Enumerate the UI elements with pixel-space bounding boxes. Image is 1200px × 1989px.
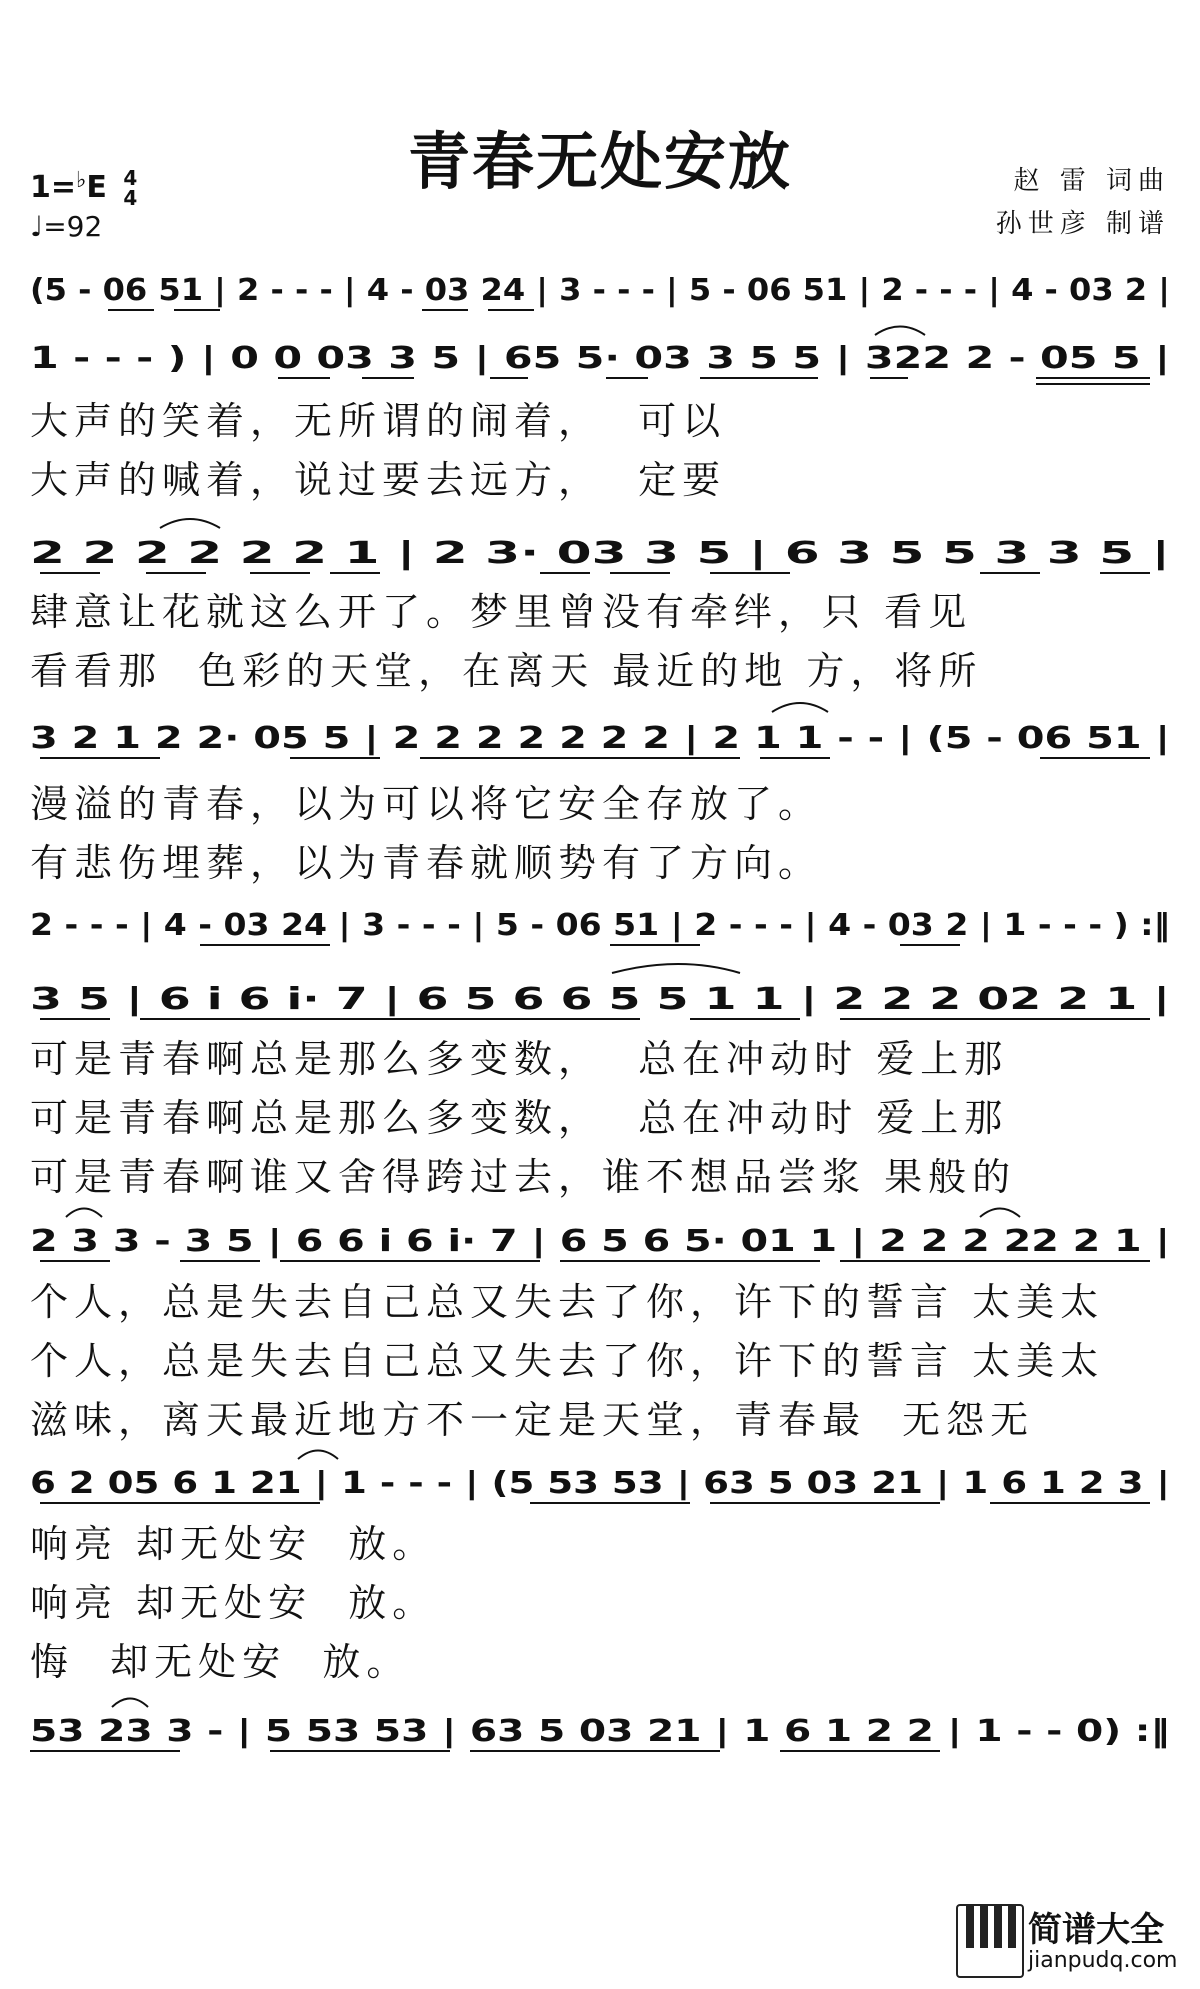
notation-line-4: 3 2 1 2 2· 05 5 | 2 2 2 2 2 2 2 | 2 1 1 - - | (5 - 06 51 |	[30, 721, 1170, 756]
lyrics-block-5-line-2: 个人，总是失去自己总又失去了你，许下的誓言 太美太	[30, 1339, 1105, 1383]
lyrics-block-6-line-1: 响亮 却无处安 放。	[30, 1522, 437, 1566]
time-bottom: 4	[123, 186, 138, 210]
notation-line-2: 1 - - - ) | 0 0 03 3 5 | 65 5· 03 3 5 5 | 322 2 - 05 5 |	[30, 341, 1170, 376]
lyrics-block-2-line-1: 肆意让花就这么开了。梦里曾没有牵绊，只 看见	[30, 590, 973, 634]
lyrics-block-2-line-2: 看看那 色彩的天堂，在离天 最近的地 方，将所	[30, 649, 983, 693]
lyrics-block-3-line-2: 有悲伤埋葬，以为青春就顺势有了方向。	[30, 841, 823, 885]
notation-line-8: 6 2 05 6 1 21 | 1 - - - | (5 53 53 | 63 5 03 21 | 1 6 1 2 3 |	[30, 1466, 1170, 1501]
lyrics-block-5-line-1: 个人，总是失去自己总又失去了你，许下的誓言 太美太	[30, 1280, 1105, 1324]
key-note: E	[86, 170, 107, 205]
notation-line-3: 2 2 2 2 2 2 1 | 2 3· 03 3 5 | 6 3 5 5 3 3 5 |	[30, 536, 1170, 571]
lyrics-block-4-line-1: 可是青春啊总是那么多变数， 总在冲动时 爱上那	[30, 1037, 1009, 1081]
logo-name: 简谱大全	[1028, 1910, 1164, 1950]
notation-line-1: (5 - 06 51 | 2 - - - | 4 - 03 24 | 3 - - - | 5 - 06 51 | 2 - - - | 4 - 03 2 |	[30, 273, 1170, 308]
notation-line-7: 2 3 3 - 3 5 | 6 6 i 6 i· 7 | 6 5 6 5· 01 1 | 2 2 2 22 2 1 |	[30, 1224, 1170, 1259]
time-top: 4	[123, 166, 138, 190]
lyrics-block-3-line-1: 漫溢的青春，以为可以将它安全存放了。	[30, 782, 823, 826]
logo-url: jianpudq.com	[1028, 1948, 1178, 1973]
credit-lyrics-music: 赵 雷 词曲	[1013, 166, 1170, 196]
piano-icon	[956, 1904, 1024, 1978]
lyrics-block-6-line-3: 悔 却无处安 放。	[30, 1640, 411, 1684]
notation-line-5: 2 - - - | 4 - 03 24 | 3 - - - | 5 - 06 51 | 2 - - - | 4 - 03 2 | 1 - - - ) :‖	[30, 908, 1170, 943]
notation-line-6: 3 5 | 6 i 6 i· 7 | 6 5 6 6 5 5 1 1 | 2 2 2 02 2 1 |	[30, 982, 1170, 1017]
lyrics-block-5-line-3: 滋味，离天最近地方不一定是天堂，青春最 无怨无	[30, 1398, 1035, 1442]
lyrics-block-1-line-2: 大声的喊着，说过要去远方， 定要	[30, 458, 727, 502]
lyrics-block-4-line-3: 可是青春啊谁又舍得跨过去，谁不想品尝浆 果般的	[30, 1155, 1017, 1199]
song-title: 青春无处安放	[407, 125, 792, 198]
lyrics-block-4-line-2: 可是青春啊总是那么多变数， 总在冲动时 爱上那	[30, 1096, 1009, 1140]
credit-transcriber: 孙世彦 制谱	[995, 209, 1170, 239]
tempo-marking: ♩=92	[30, 210, 103, 243]
site-logo[interactable]	[956, 1900, 1186, 1980]
notation-line-9: 53 23 3 - | 5 53 53 | 63 5 03 21 | 1 6 1 2 2 | 1 - - 0) :‖	[30, 1714, 1170, 1749]
lyrics-block-6-line-2: 响亮 却无处安 放。	[30, 1581, 437, 1625]
lyrics-block-1-line-1: 大声的笑着，无所谓的闹着， 可以	[30, 399, 727, 443]
key-prefix: 1=	[30, 170, 77, 205]
key-flat: ♭	[76, 168, 87, 193]
